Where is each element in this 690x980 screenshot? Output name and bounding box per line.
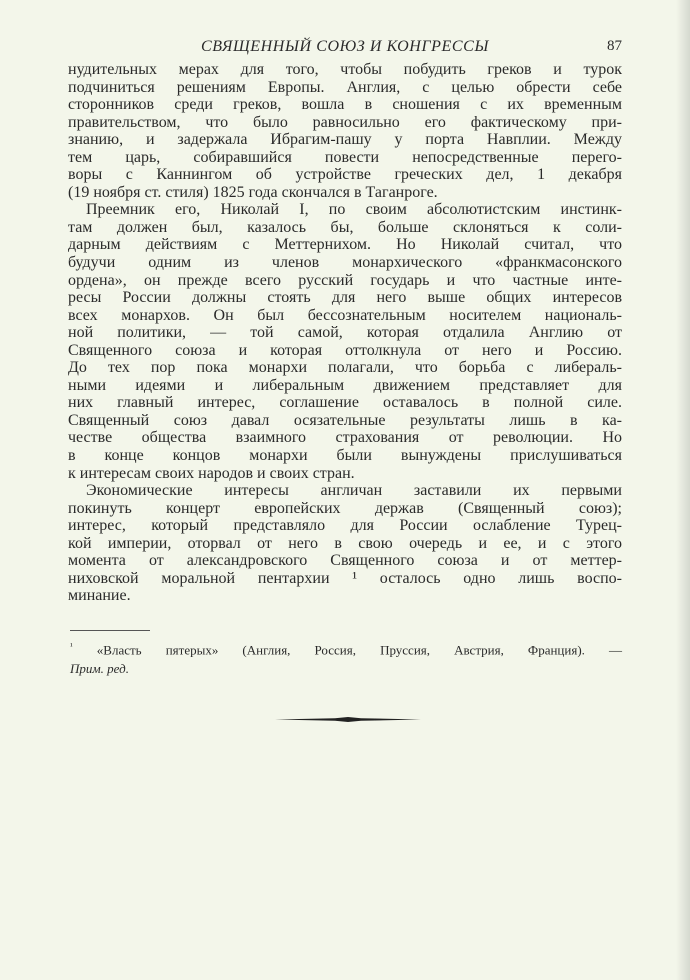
text-line: ордена», он прежде всего русский государь и что частные инте-	[68, 271, 622, 289]
text-line: всех монархов. Он был бессознательным носителем националь-	[68, 306, 622, 324]
text-line: ной политики, — той самой, которая отдалила Англию от	[68, 324, 622, 342]
text-line: нудительных мерах для того, чтобы побудить греков и турок	[68, 61, 622, 78]
page-number: 87	[607, 38, 622, 54]
text-line: честве общества взаимного страхования от революции. Но	[68, 429, 622, 447]
text-line: правительством, что было равносильно его фактическому при-	[68, 113, 622, 131]
text-line: в конце концов монархи были вынуждены прислушиваться	[68, 447, 622, 465]
footnote-marker: ¹	[70, 641, 73, 651]
footnote-text: «Власть пятерых» (Англия, Россия, Пруссия, Австрия, Франция). —	[96, 642, 622, 658]
text-line: Священный союз давал осязательные результаты лишь в ка-	[68, 411, 622, 429]
text-line: знанию, и задержала Ибрагим-пашу у порта Навплии. Между	[68, 131, 622, 149]
text-line: подчиниться решениям Европы. Англия, с целью обрести себе	[68, 78, 622, 96]
text-line: тем царь, собиравшийся повести непосредственные перего-	[68, 148, 622, 166]
text-line: там должен был, казалось бы, больше склоняться к соли-	[68, 218, 622, 236]
page-edge-shadow	[676, 0, 690, 980]
text-line: покинуть концерт европейских держав (Священный союз);	[68, 499, 622, 517]
end-ornament	[275, 717, 421, 722]
running-title: СВЯЩЕННЫЙ СОЮЗ И КОНГРЕССЫ	[200, 38, 490, 55]
running-header	[68, 38, 622, 60]
text-line: сторонников среди греков, вошла в сношения с их временным	[68, 96, 622, 114]
body-text	[68, 61, 622, 605]
text-line: (19 ноября ст. стиля) 1825 года скончался в Таганроге.	[68, 183, 438, 201]
text-line: Экономические интересы англичан заставили их первыми	[86, 482, 622, 500]
text-line: них главный интерес, соглашение оставалось в полной силе.	[68, 394, 622, 412]
text-line: воры с Каннингом об устройстве греческих дел, 1 декабря	[68, 166, 622, 184]
footnote-separator	[70, 630, 150, 631]
text-line: ресы России должны стоять для него выше общих интересов	[68, 289, 622, 307]
text-line: ными идеями и либеральным движением представляет для	[68, 376, 622, 394]
text-line: Священного союза и которая оттолкнула от него и Россию.	[68, 341, 622, 359]
text-line: момента от александровского Священного союза и от меттер-	[68, 552, 622, 570]
footnote-editor-note: Прим. ред.	[70, 661, 129, 677]
text-line: Преемник его, Николай I, по своим абсолютистским инстинк-	[86, 201, 622, 219]
text-line: ниховской моральной пентархии ¹ осталось одно лишь воспо-	[68, 569, 622, 587]
text-line: кой империи, оторвал от него в свою очередь и ее, и с этого	[68, 534, 622, 552]
text-line: к интересам своих народов и своих стран.	[68, 464, 355, 482]
footnote	[70, 637, 622, 678]
text-line: дарным действиям с Меттернихом. Но Николай считал, что	[68, 236, 622, 254]
text-line: интерес, который представляло для России ослабление Турец-	[68, 517, 622, 535]
text-line: До тех пор пока монархи полагали, что борьба с либераль-	[68, 359, 622, 377]
text-line: минание.	[68, 587, 131, 605]
text-line: будучи одним из членов монархического «франкмасонского	[68, 254, 622, 272]
